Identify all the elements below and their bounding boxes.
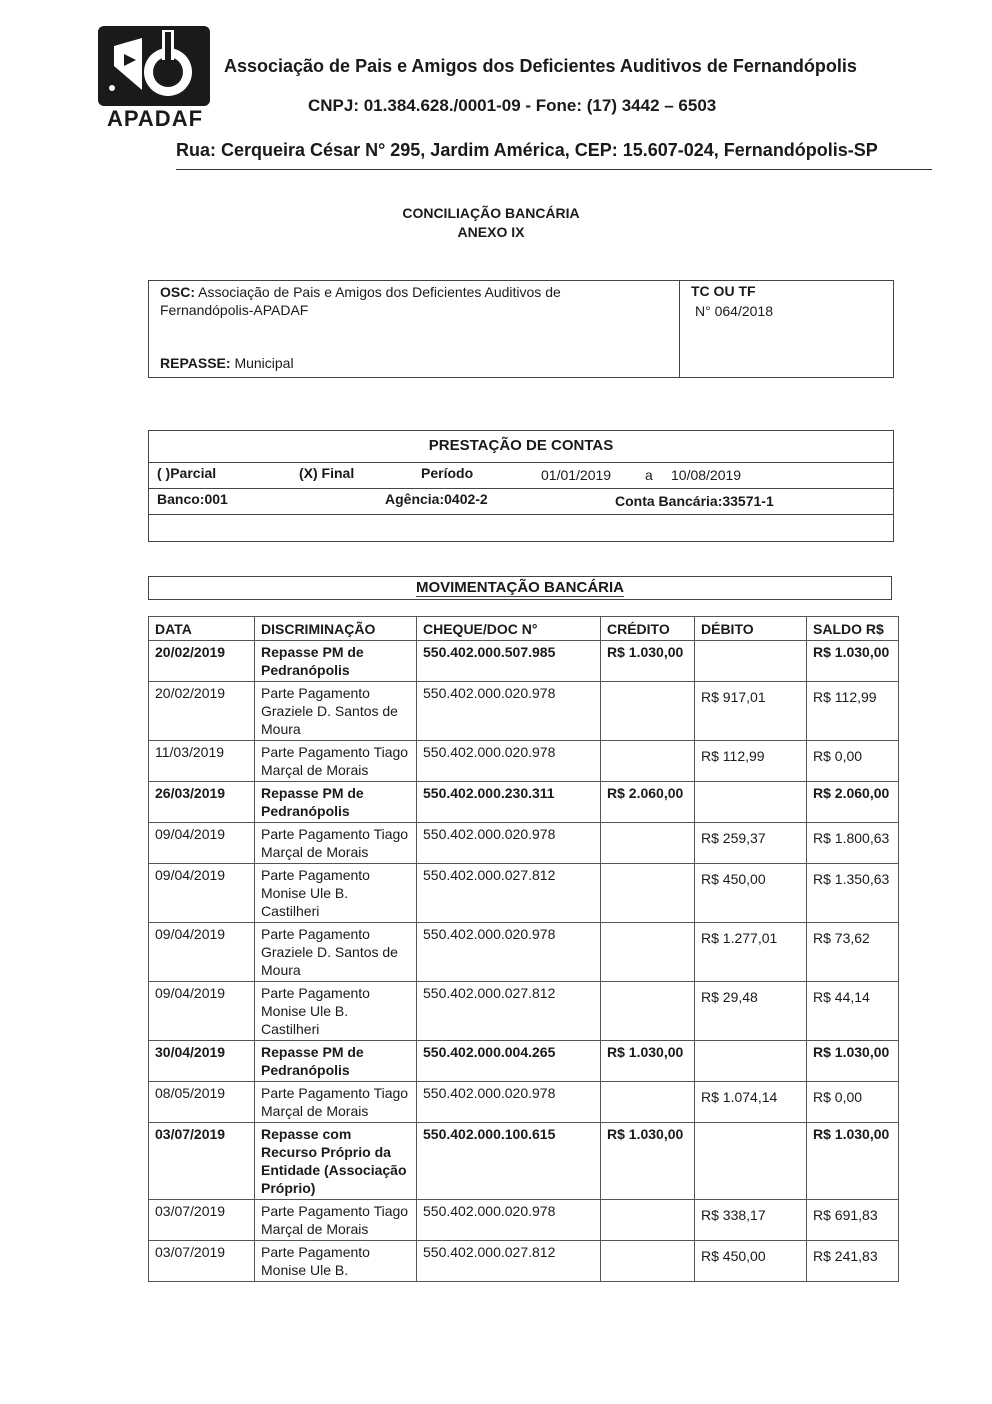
logo-emblem — [98, 26, 210, 106]
periodo-label: Período — [421, 465, 474, 481]
periodo-end: 10/08/2019 — [671, 467, 742, 483]
cell-debito: R$ 29,48 — [695, 982, 807, 1041]
cell-data: 03/07/2019 — [149, 1241, 255, 1282]
table-row — [149, 823, 899, 864]
cell-cheque-doc: 550.402.000.027.812 — [417, 1241, 601, 1282]
org-cnpj-phone: CNPJ: 01.384.628./0001-09 - Fone: (17) 3442 – 6503 — [308, 96, 717, 115]
header-cheque-doc: CHEQUE/DOC N° — [417, 617, 601, 641]
cell-cheque-doc: 550.402.000.230.311 — [417, 782, 601, 823]
cell-data: 09/04/2019 — [149, 923, 255, 982]
cell-debito: R$ 112,99 — [695, 741, 807, 782]
table-row — [149, 982, 899, 1041]
table-row — [149, 923, 899, 982]
cell-cheque-doc: 550.402.000.020.978 — [417, 823, 601, 864]
header-discriminacao: DISCRIMINAÇÃO — [255, 617, 417, 641]
tc-label: TC OU TF — [691, 283, 756, 299]
prestacao-type-row — [149, 463, 893, 489]
org-name: Associação de Pais e Amigos dos Deficientes Auditivos de Fernandópolis — [224, 56, 857, 76]
table-row — [149, 1241, 899, 1282]
cell-credito: R$ 2.060,00 — [601, 782, 695, 823]
cell-debito: R$ 1.277,01 — [695, 923, 807, 982]
tc-number: N° 064/2018 — [695, 303, 773, 319]
table-header-row — [149, 617, 899, 641]
cell-discriminacao: Repasse PM de Pedranópolis — [255, 782, 417, 823]
cell-credito — [601, 1241, 695, 1282]
table-row — [149, 782, 899, 823]
repasse-label: REPASSE: — [160, 355, 231, 371]
cell-debito: R$ 259,37 — [695, 823, 807, 864]
cell-credito — [601, 823, 695, 864]
header-data: DATA — [149, 617, 255, 641]
cell-data: 26/03/2019 — [149, 782, 255, 823]
header-saldo: SALDO R$ — [807, 617, 899, 641]
table-row — [149, 641, 899, 682]
cell-saldo: R$ 1.030,00 — [807, 1123, 899, 1200]
ear-emblem-icon — [98, 26, 210, 106]
bank-row — [149, 489, 893, 515]
apadaf-logo — [92, 26, 214, 134]
cell-discriminacao: Repasse PM de Pedranópolis — [255, 641, 417, 682]
cell-data: 09/04/2019 — [149, 823, 255, 864]
cell-data: 09/04/2019 — [149, 864, 255, 923]
table-row — [149, 682, 899, 741]
cell-data: 20/02/2019 — [149, 682, 255, 741]
cell-saldo: R$ 1.350,63 — [807, 864, 899, 923]
osc-label: OSC: — [160, 284, 195, 300]
cell-data: 03/07/2019 — [149, 1123, 255, 1200]
logo-text: APADAF — [106, 106, 204, 131]
cell-discriminacao: Parte Pagamento Tiago Marçal de Morais — [255, 741, 417, 782]
osc-left-cell — [149, 281, 680, 377]
cell-cheque-doc: 550.402.000.027.812 — [417, 864, 601, 923]
cell-credito — [601, 682, 695, 741]
cell-saldo: R$ 112,99 — [807, 682, 899, 741]
table-row — [149, 1200, 899, 1241]
cell-saldo: R$ 691,83 — [807, 1200, 899, 1241]
cell-data: 30/04/2019 — [149, 1041, 255, 1082]
cell-discriminacao: Parte Pagamento Tiago Marçal de Morais — [255, 823, 417, 864]
cell-data: 08/05/2019 — [149, 1082, 255, 1123]
periodo-separator: a — [645, 467, 653, 483]
cell-cheque-doc: 550.402.000.027.812 — [417, 982, 601, 1041]
cell-debito: R$ 917,01 — [695, 682, 807, 741]
cell-credito — [601, 1200, 695, 1241]
cell-debito — [695, 782, 807, 823]
title-line-2: ANEXO IX — [457, 224, 525, 240]
parcial-option: ( )Parcial — [157, 465, 217, 481]
cell-credito: R$ 1.030,00 — [601, 641, 695, 682]
banco-field: Banco:001 — [157, 491, 228, 507]
cell-data: 11/03/2019 — [149, 741, 255, 782]
movimentacao-title-text: MOVIMENTAÇÃO BANCÁRIA — [415, 579, 625, 596]
agencia-field: Agência:0402-2 — [385, 491, 488, 507]
periodo-start: 01/01/2019 — [541, 467, 612, 483]
movimentacao-table — [148, 616, 899, 1282]
cell-cheque-doc: 550.402.000.020.978 — [417, 923, 601, 982]
cell-debito: R$ 450,00 — [695, 1241, 807, 1282]
cell-cheque-doc: 550.402.000.020.978 — [417, 1082, 601, 1123]
cell-saldo: R$ 1.030,00 — [807, 641, 899, 682]
table-row — [149, 1123, 899, 1200]
cell-credito — [601, 982, 695, 1041]
page-bottom-margin — [0, 1366, 992, 1404]
repasse-line — [160, 355, 294, 371]
table-row — [149, 864, 899, 923]
header-debito: DÉBITO — [695, 617, 807, 641]
cell-credito — [601, 1082, 695, 1123]
cell-data: 20/02/2019 — [149, 641, 255, 682]
cell-saldo: R$ 2.060,00 — [807, 782, 899, 823]
osc-value-1: Associação de Pais e Amigos dos Deficientes Auditivos de — [198, 284, 561, 300]
cell-saldo: R$ 241,83 — [807, 1241, 899, 1282]
cell-debito — [695, 1041, 807, 1082]
cell-saldo: R$ 73,62 — [807, 923, 899, 982]
cell-debito: R$ 450,00 — [695, 864, 807, 923]
cell-debito: R$ 1.074,14 — [695, 1082, 807, 1123]
cell-credito — [601, 923, 695, 982]
cell-discriminacao: Parte Pagamento Tiago Marçal de Morais — [255, 1200, 417, 1241]
prestacao-title: PRESTAÇÃO DE CONTAS — [149, 431, 893, 463]
repasse-value: Municipal — [234, 355, 294, 371]
cell-cheque-doc: 550.402.000.507.985 — [417, 641, 601, 682]
movimentacao-title — [148, 576, 892, 600]
cell-saldo: R$ 44,14 — [807, 982, 899, 1041]
cell-discriminacao: Parte Pagamento Graziele D. Santos de Moura — [255, 923, 417, 982]
document-title — [346, 204, 636, 242]
header-divider — [176, 169, 932, 170]
cell-credito — [601, 864, 695, 923]
table-row — [149, 741, 899, 782]
cell-data: 09/04/2019 — [149, 982, 255, 1041]
cell-saldo: R$ 0,00 — [807, 741, 899, 782]
cell-discriminacao: Parte Pagamento Monise Ule B. Castilheri — [255, 982, 417, 1041]
cell-saldo: R$ 0,00 — [807, 1082, 899, 1123]
cell-saldo: R$ 1.030,00 — [807, 1041, 899, 1082]
cell-discriminacao: Repasse PM de Pedranópolis — [255, 1041, 417, 1082]
cell-data: 03/07/2019 — [149, 1200, 255, 1241]
table-row — [149, 1082, 899, 1123]
cell-discriminacao: Parte Pagamento Monise Ule B. — [255, 1241, 417, 1282]
title-line-1: CONCILIAÇÃO BANCÁRIA — [402, 205, 580, 221]
cell-debito — [695, 641, 807, 682]
cell-discriminacao: Repasse com Recurso Próprio da Entidade (Associação Próprio) — [255, 1123, 417, 1200]
cell-credito — [601, 741, 695, 782]
cell-cheque-doc: 550.402.000.020.978 — [417, 741, 601, 782]
cell-debito: R$ 338,17 — [695, 1200, 807, 1241]
table-row — [149, 1041, 899, 1082]
cell-discriminacao: Parte Pagamento Monise Ule B. Castilheri — [255, 864, 417, 923]
cell-credito: R$ 1.030,00 — [601, 1123, 695, 1200]
cell-debito — [695, 1123, 807, 1200]
conta-field: Conta Bancária:33571-1 — [615, 493, 774, 509]
table-body — [149, 641, 899, 1282]
cell-cheque-doc: 550.402.000.020.978 — [417, 682, 601, 741]
org-address: Rua: Cerqueira César N° 295, Jardim América, CEP: 15.607-024, Fernandópolis-SP — [176, 140, 878, 160]
cell-cheque-doc: 550.402.000.100.615 — [417, 1123, 601, 1200]
osc-value-2: Fernandópolis-APADAF — [160, 302, 309, 318]
osc-section — [148, 280, 894, 378]
cell-cheque-doc: 550.402.000.004.265 — [417, 1041, 601, 1082]
cell-discriminacao: Parte Pagamento Graziele D. Santos de Moura — [255, 682, 417, 741]
cell-discriminacao: Parte Pagamento Tiago Marçal de Morais — [255, 1082, 417, 1123]
final-option: (X) Final — [299, 465, 355, 481]
prestacao-section — [148, 430, 894, 542]
cell-cheque-doc: 550.402.000.020.978 — [417, 1200, 601, 1241]
header-credito: CRÉDITO — [601, 617, 695, 641]
cell-credito: R$ 1.030,00 — [601, 1041, 695, 1082]
osc-line — [160, 283, 660, 319]
cell-saldo: R$ 1.800,63 — [807, 823, 899, 864]
